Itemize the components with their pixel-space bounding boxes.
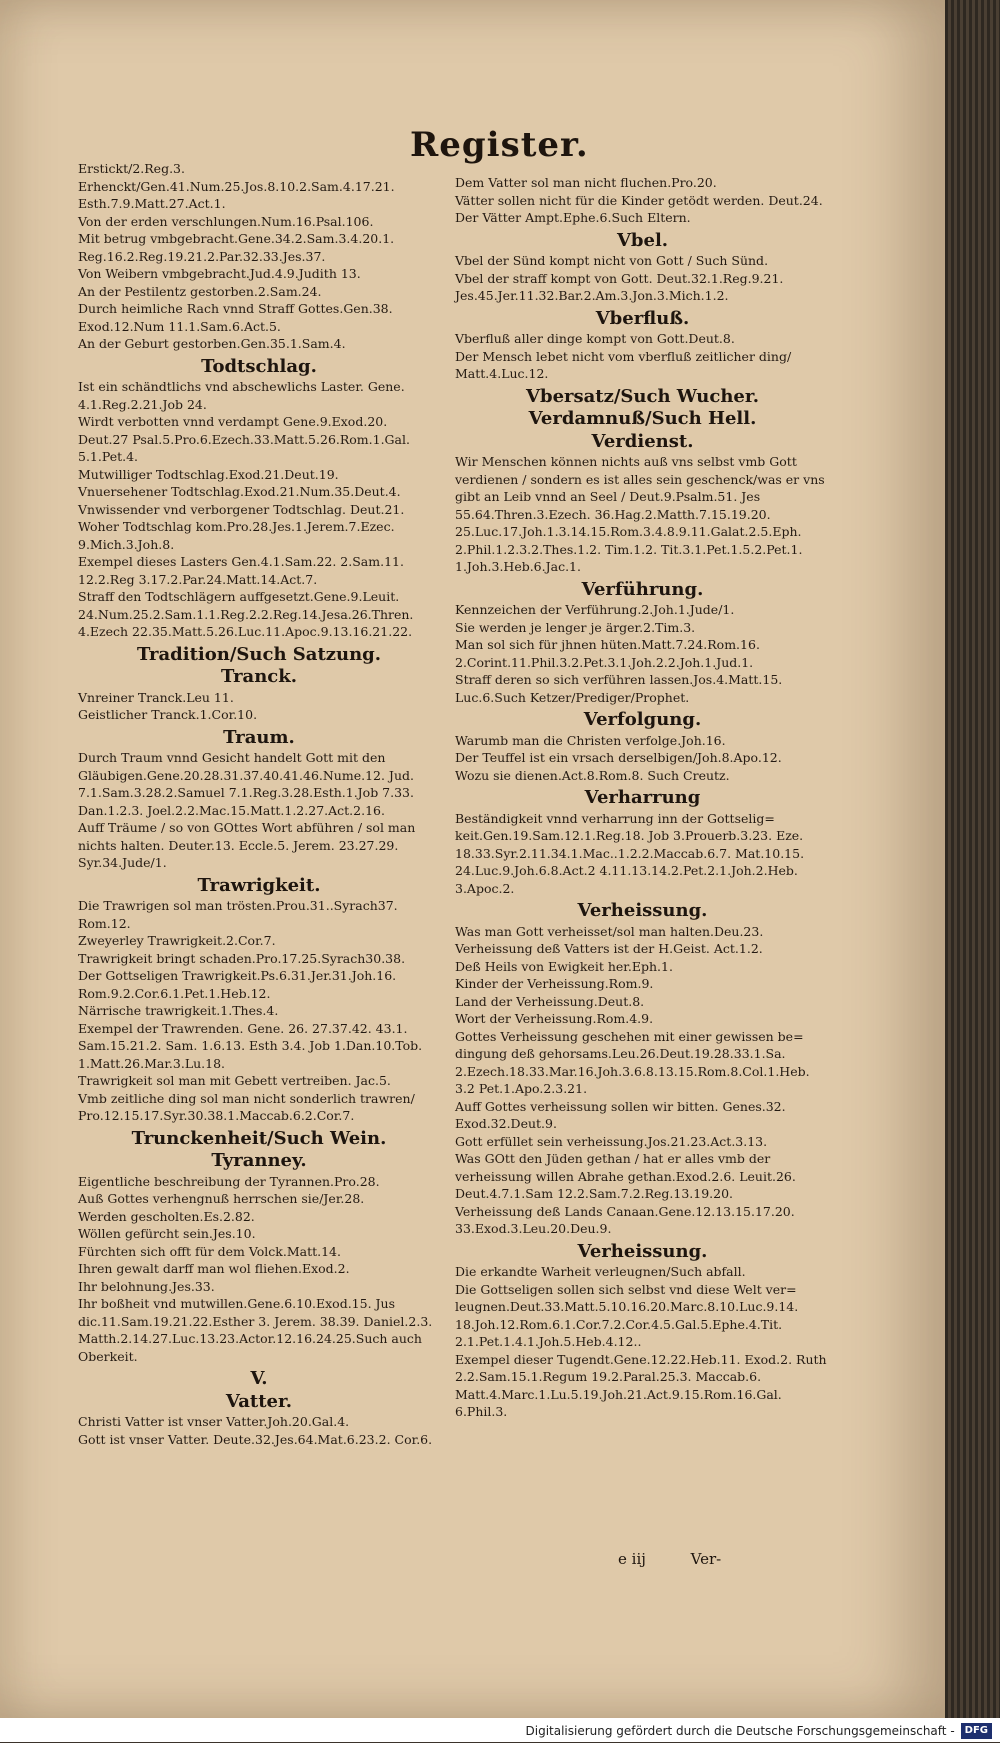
- right-column: [455, 174, 830, 1421]
- index-heading: Verdamnuß/Such Hell.: [528, 408, 757, 429]
- index-entry: Verheissung deß Lands Canaan.Gene.12.13.15.17.20. 33.Exod.3.Leu.20.Deu.9.: [455, 1203, 795, 1236]
- index-entry: Auff Gottes verheissung sollen wir bitten. Genes.32. Exod.32.Deut.9.: [455, 1098, 786, 1131]
- index-entry: Ihr belohnung.Jes.33.: [78, 1278, 215, 1294]
- index-entry: Gott erfüllet sein verheissung.Jos.21.23.Act.3.13.: [455, 1133, 768, 1149]
- index-entry: Sie werden je lenger je ärger.2.Tim.3.: [455, 619, 696, 635]
- index-entry: Exempel der Trawrenden. Gene. 26. 27.37.42. 43.1. Sam.15.21.2. Sam. 1.6.13. Esth 3.4. Job 1.Dan.10.Tob. 1.Matt.26.Mar.3.Lu.18.: [78, 1020, 423, 1071]
- index-heading: Trawrigkeit.: [197, 874, 321, 896]
- index-entry: Kennzeichen der Verführung.2.Joh.1.Jude/1.: [455, 602, 735, 617]
- left-column: [78, 160, 440, 1448]
- index-heading: Verdienst.: [591, 430, 694, 452]
- index-entry: Geistlicher Tranck.1.Cor.10.: [78, 707, 258, 722]
- index-entry: Durch Traum vnnd Gesicht handelt Gott mit den Gläubigen.Gene.20.28.31.37.40.41.46.Nume.12. Jud. 7.1.Sam.3.28.2.Samuel 7.1.Reg.3.28.Esth.1.Job 7.33. Dan.1.2.3. Joel.2.2.Mac.15.Matt.1.2.27.Act.2.16.: [78, 750, 414, 818]
- index-entry: Trawrigkeit sol man mit Gebett vertreiben. Jac.5.: [78, 1073, 391, 1088]
- footer-bar: [0, 1718, 1000, 1742]
- index-entry: Reg.16.2.Reg.19.21.2.Par.32.33.Jes.37.: [78, 248, 326, 264]
- index-heading: V.: [250, 1368, 268, 1389]
- index-heading: Tranck.: [220, 666, 298, 687]
- index-entry: Von der erden verschlungen.Num.16.Psal.106.: [78, 213, 374, 229]
- index-heading: Trunckenheit/Such Wein.: [131, 1127, 387, 1149]
- page-edge: [945, 0, 1000, 1718]
- index-entry: Beständigkeit vnnd verharrung inn der Gottselig= keit.Gen.19.Sam.12.1.Reg.18. Job 3.Prouerb.3.23. Eze. 18.33.Syr.2.11.34.1.Mac..1.2.2.Maccab.6.7. Mat.10.15. 24.Luc.9.Joh.6.8.Act.2 4.11.13.14.2.Pet.2.1.Joh.2.Heb. 3.Apoc.2.: [455, 810, 805, 896]
- index-heading: Verführung.: [581, 578, 704, 600]
- index-entry: Närrische trawrigkeit.1.Thes.4.: [78, 1003, 279, 1018]
- index-entry: Ist ein schändtlichs vnd abschewlichs Laster. Gene. 4.1.Reg.2.21.Job 24.: [78, 379, 405, 412]
- page-foot: [618, 1550, 761, 1568]
- index-entry: Mit betrug vmbgebracht.Gene.34.2.Sam.3.4.20.1.: [78, 231, 395, 246]
- index-entry: Kinder der Verheissung.Rom.9.: [455, 976, 654, 991]
- index-entry: Vnuersehener Todtschlag.Exod.21.Num.35.Deut.4.: [78, 484, 401, 499]
- index-entry: Gott ist vnser Vatter. Deute.32.Jes.64.Mat.6.23.2. Cor.6.: [78, 1431, 433, 1447]
- page-title: Register.: [410, 125, 589, 165]
- catchword: Ver-: [690, 1550, 722, 1568]
- index-entry: Was man Gott verheisset/sol man halten.Deu.23.: [455, 923, 764, 939]
- index-entry: Woher Todtschlag kom.Pro.28.Jes.1.Jerem.7.Ezec. 9.Mich.3.Joh.8.: [78, 519, 395, 552]
- index-entry: Auff Träume / so von GOttes Wort abführen / sol man nichts halten. Deuter.13. Eccle.5. Jerem. 23.27.29. Syr.34.Jude/1.: [78, 820, 416, 870]
- index-heading: Verheissung.: [577, 900, 708, 921]
- index-heading: Vbel.: [616, 229, 669, 251]
- index-entry: Mutwilliger Todtschlag.Exod.21.Deut.19.: [78, 466, 339, 482]
- index-entry: Von Weibern vmbgebracht.Jud.4.9.Judith 13.: [78, 266, 361, 281]
- index-entry: Der Gottseligen Trawrigkeit.Ps.6.31.Jer.31.Joh.16. Rom.9.2.Cor.6.1.Pet.1.Heb.12.: [78, 968, 397, 1001]
- index-entry: Straff den Todtschlägern auffgesetzt.Gene.9.Leuit. 24.Num.25.2.Sam.1.1.Reg.2.2.Reg.14.Jesa.26.Thren. 4.Ezech 22.35.Matt.5.26.Luc.11.Apoc.9.13.16.21.22.: [78, 589, 414, 639]
- index-entry: Land der Verheissung.Deut.8.: [455, 993, 645, 1009]
- footer-text: Digitalisierung gefördert durch die Deutsche Forschungsgemeinschaft -: [525, 1723, 955, 1738]
- index-entry: Zweyerley Trawrigkeit.2.Cor.7.: [78, 933, 276, 948]
- index-entry: Durch heimliche Rach vnnd Straff Gottes.Gen.38.: [78, 301, 393, 316]
- index-entry: Ihr boßheit vnd mutwillen.Gene.6.10.Exod.15. Jus dic.11.Sam.19.21.22.Esther 3. Jerem. 38.39. Daniel.2.3. Matth.2.14.27.Luc.13.23.Actor.12.16.24.25.Such auch Oberkeit.: [78, 1296, 433, 1364]
- index-entry: Exempel dieser Tugendt.Gene.12.22.Heb.11. Exod.2. Ruth 2.2.Sam.15.1.Regum 19.2.Paral.25.3. Maccab.6. Matt.4.Marc.1.Lu.5.19.Joh.21.Act.9.15.Rom.16.Gal. 6.Phil.3.: [455, 1351, 827, 1419]
- index-heading: Traum.: [223, 726, 295, 748]
- index-entry: Wozu sie dienen.Act.8.Rom.8. Such Creutz.: [455, 767, 730, 783]
- index-entry: Vbel der Sünd kompt nicht von Gott / Such Sünd.: [455, 253, 769, 268]
- index-entry: Verheissung deß Vatters ist der H.Geist. Act.1.2.: [455, 941, 763, 956]
- index-entry: Exempel dieses Lasters Gen.4.1.Sam.22. 2.Sam.11. 12.2.Reg 3.17.2.Par.24.Matt.14.Act.7.: [78, 554, 404, 587]
- index-entry: Fürchten sich offt für dem Volck.Matt.14.: [78, 1243, 341, 1259]
- index-entry: Vbel der straff kompt von Gott. Deut.32.1.Reg.9.21. Jes.45.Jer.11.32.Bar.2.Am.3.Jon.3.Mich.1.2.: [455, 270, 784, 303]
- index-entry: Vberfluß aller dinge kompt von Gott.Deut.8.: [455, 331, 735, 346]
- index-entry: Der Vätter Ampt.Ephe.6.Such Eltern.: [455, 210, 691, 225]
- index-entry: Warumb man die Christen verfolge.Joh.16.: [455, 732, 726, 748]
- index-heading: Verheissung.: [577, 1240, 708, 1262]
- index-entry: Trawrigkeit bringt schaden.Pro.17.25.Syrach30.38.: [78, 950, 406, 966]
- index-entry: An der Pestilentz gestorben.2.Sam.24.: [78, 283, 322, 299]
- index-entry: Die erkandte Warheit verleugnen/Such abfall.: [455, 1264, 746, 1279]
- index-entry: Der Mensch lebet nicht vom vberfluß zeitlicher ding/ Matt.4.Luc.12.: [455, 348, 792, 381]
- index-heading: Verfolgung.: [583, 709, 702, 730]
- index-entry: Exod.12.Num 11.1.Sam.6.Act.5.: [78, 318, 281, 334]
- index-heading: Vbersatz/Such Wucher.: [526, 385, 759, 407]
- index-heading: Tradition/Such Satzung.: [136, 643, 382, 665]
- index-entry: Deß Heils von Ewigkeit her.Eph.1.: [455, 958, 673, 974]
- index-entry: Vmb zeitliche ding sol man nicht sonderlich trawren/ Pro.12.15.17.Syr.30.38.1.Maccab.6.2.Cor.7.: [78, 1090, 415, 1123]
- index-entry: Erstickt/2.Reg.3.: [78, 161, 185, 176]
- index-entry: Auß Gottes verhengnuß herrschen sie/Jer.28.: [78, 1191, 365, 1206]
- index-entry: Gottes Verheissung geschehen mit einer gewissen be= dingung deß gehorsams.Leu.26.Deut.19.28.33.1.Sa. 2.Ezech.18.33.Mar.16.Joh.3.6.8.13.15.Rom.8.Col.1.Heb. 3.2 Pet.1.Apo.2.3.21.: [455, 1028, 810, 1096]
- index-entry: Vätter sollen nicht für die Kinder getödt werden. Deut.24.: [455, 192, 823, 208]
- index-entry: Wirdt verbotten vnnd verdampt Gene.9.Exod.20. Deut.27 Psal.5.Pro.6.Ezech.33.Matt.5.26.Rom.1.Gal. 5.1.Pet.4.: [78, 414, 410, 464]
- index-entry: Eigentliche beschreibung der Tyrannen.Pro.28.: [78, 1173, 380, 1189]
- index-heading: Tyranney.: [211, 1150, 307, 1171]
- index-entry: Erhenckt/Gen.41.Num.25.Jos.8.10.2.Sam.4.17.21.: [78, 178, 395, 194]
- index-entry: Dem Vatter sol man nicht fluchen.Pro.20.: [455, 175, 717, 190]
- index-entry: Man sol sich für jhnen hüten.Matt.7.24.Rom.16. 2.Corint.11.Phil.3.2.Pet.3.1.Joh.2.2.Joh.1.Jud.1.: [455, 637, 760, 670]
- index-entry: Wir Menschen können nichts auß vns selbst vmb Gott verdienen / sondern es ist alles sein geschenck/was er vns gibt an Leib vnnd an Seel / Deut.9.Psalm.51. Jes 55.64.Thren.3.Ezech. 36.Hag.2.Matth.7.15.19.20. 25.Luc.17.Joh.1.3.14.15.Rom.3.4.8.9.11.Galat.2.5.Eph. 2.Phil.1.2.3.2.Thes.1.2. Tim.1.2. Tit.3.1.Pet.1.5.2.Pet.1. 1.Joh.3.Heb.6.Jac.1.: [455, 454, 825, 574]
- index-entry: Werden gescholten.Es.2.82.: [78, 1208, 255, 1224]
- index-entry: Ihren gewalt darff man wol fliehen.Exod.2.: [78, 1261, 350, 1276]
- index-entry: Wöllen gefürcht sein.Jes.10.: [78, 1226, 256, 1241]
- index-entry: Vnwissender vnd verborgener Todtschlag. Deut.21.: [78, 501, 405, 517]
- index-entry: Christi Vatter ist vnser Vatter.Joh.20.Gal.4.: [78, 1414, 350, 1429]
- index-entry: Der Teuffel ist ein vrsach derselbigen/Joh.8.Apo.12.: [455, 750, 782, 765]
- index-entry: Esth.7.9.Matt.27.Act.1.: [78, 196, 226, 211]
- index-entry: Die Gottseligen sollen sich selbst vnd diese Welt ver= leugnen.Deut.33.Matt.5.10.16.20.Marc.8.10.Luc.9.14. 18.Joh.12.Rom.6.1.Cor.7.2.Cor.4.5.Gal.5.Ephe.4.Tit. 2.1.Pet.1.4.1.Joh.5.Heb.4.12..: [455, 1281, 799, 1349]
- index-entry: Die Trawrigen sol man trösten.Prou.31..Syrach37. Rom.12.: [78, 898, 398, 931]
- index-entry: Straff deren so sich verführen lassen.Jos.4.Matt.15. Luc.6.Such Ketzer/Prediger/Prophet.: [455, 672, 783, 705]
- index-heading: Vatter.: [225, 1390, 293, 1412]
- index-heading: Vberfluß.: [595, 307, 690, 329]
- dfg-logo: DFG: [961, 1723, 992, 1739]
- index-entry: Vnreiner Tranck.Leu 11.: [78, 689, 234, 705]
- signature-mark: e iij: [618, 1550, 646, 1568]
- index-heading: Todtschlag.: [201, 355, 317, 377]
- index-heading: Verharrung: [584, 787, 701, 808]
- index-entry: Wort der Verheissung.Rom.4.9.: [455, 1011, 654, 1026]
- index-entry: Was GOtt den Jüden gethan / hat er alles vmb der verheissung willen Abrahe gethan.Exod.2.6. Leuit.26. Deut.4.7.1.Sam 12.2.Sam.7.2.Reg.13.19.20.: [455, 1151, 796, 1201]
- index-entry: An der Geburt gestorben.Gen.35.1.Sam.4.: [78, 336, 346, 351]
